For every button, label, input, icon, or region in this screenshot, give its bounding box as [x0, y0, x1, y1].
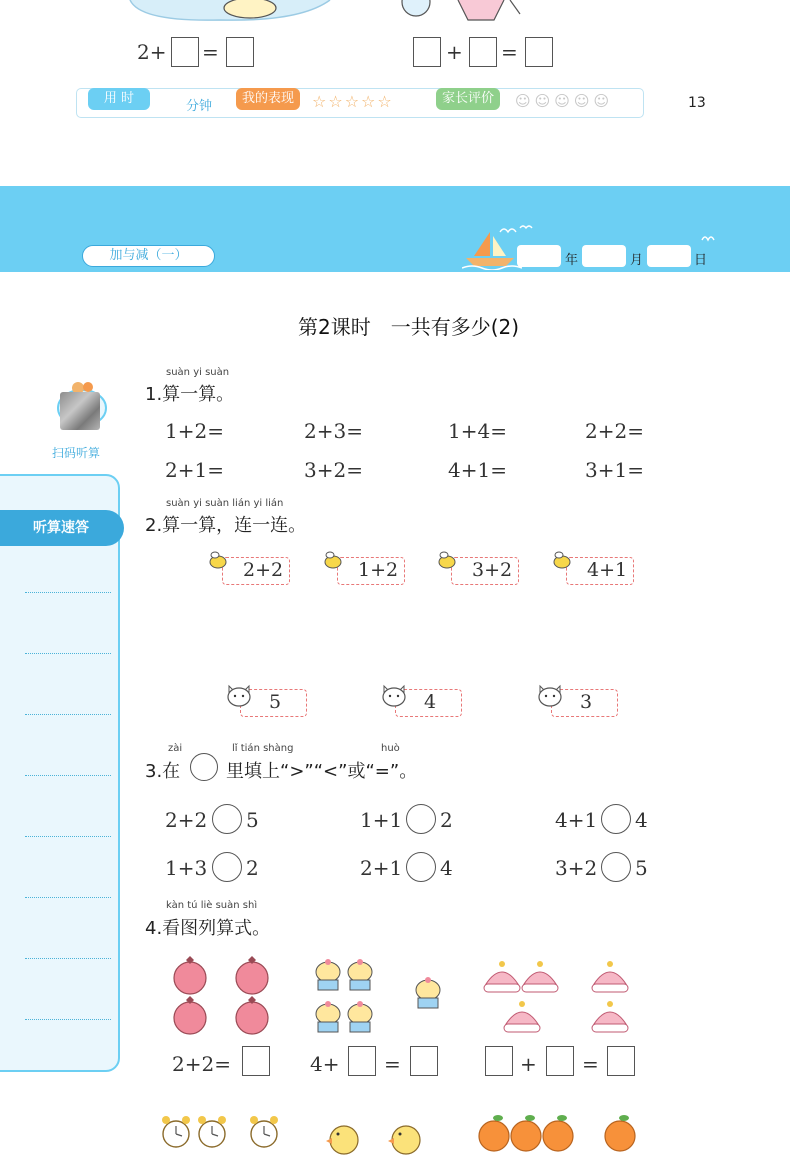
- expression-text: 2+2: [243, 559, 284, 581]
- compare-circle[interactable]: [406, 852, 436, 882]
- answer-card[interactable]: [240, 689, 307, 717]
- quick-answer-label: 听算速答: [0, 510, 124, 546]
- expression-card[interactable]: [451, 557, 519, 585]
- chicks-picture: [326, 1110, 426, 1161]
- year-label: 年: [565, 253, 579, 268]
- q1-title: 1.算一算。: [145, 384, 235, 405]
- year-field[interactable]: [517, 245, 561, 267]
- seagull-icon: [498, 222, 538, 240]
- q1-expression: 2+2=: [585, 419, 644, 443]
- oranges-picture: [478, 1112, 638, 1161]
- compare-circle[interactable]: [406, 804, 436, 834]
- equals-sign: =: [582, 1052, 599, 1076]
- q2-title: 2.算一算，连一连。: [145, 515, 307, 536]
- performance-label: 我的表现: [236, 88, 300, 110]
- scan-label: 扫码听算: [52, 446, 101, 460]
- answer-card[interactable]: [395, 689, 462, 717]
- compare-circle[interactable]: [601, 804, 631, 834]
- q1-expression: 2+3=: [304, 419, 363, 443]
- bee-icon: [551, 550, 573, 570]
- unit-title: 加与减（一）: [82, 245, 215, 267]
- answer-box[interactable]: [607, 1046, 635, 1076]
- answer-line[interactable]: [25, 958, 111, 959]
- compare-circle-example: [190, 753, 218, 781]
- q4-pinyin: kàn tú liè suàn shì: [166, 900, 258, 911]
- compare-left: 2+1: [360, 856, 403, 880]
- q1-pinyin: suàn yi suàn: [166, 367, 230, 378]
- compare-right: 5: [246, 808, 259, 832]
- compare-circle[interactable]: [601, 852, 631, 882]
- answer-card[interactable]: [551, 689, 618, 717]
- answer-box[interactable]: [242, 1046, 270, 1076]
- page-number: 13: [688, 95, 706, 111]
- answer-line[interactable]: [25, 714, 111, 715]
- bee-icon: [322, 550, 344, 570]
- compare-right: 4: [440, 856, 453, 880]
- equals-sign: =: [202, 40, 219, 64]
- expression-card[interactable]: [337, 557, 405, 585]
- q1-expression: 3+2=: [304, 458, 363, 482]
- answer-box[interactable]: [413, 37, 441, 67]
- expression-card[interactable]: [222, 557, 290, 585]
- equals-sign: =: [501, 40, 518, 64]
- compare-left: 1+3: [165, 856, 208, 880]
- listening-answer-panel: [0, 474, 120, 1072]
- q1-expression: 1+2=: [165, 419, 224, 443]
- minutes-label: 分钟: [186, 99, 213, 114]
- q3-pinyin-tian: lǐ tián shàng: [232, 743, 294, 754]
- pond-illustration: [100, 0, 360, 24]
- bee-icon: [207, 550, 229, 570]
- hats-picture: [482, 960, 642, 1036]
- time-label: 用 时: [88, 88, 150, 110]
- expression-text: 1+2: [358, 559, 399, 581]
- rating-stars[interactable]: ☆☆☆☆☆: [312, 92, 394, 111]
- q1-expression: 2+1=: [165, 458, 224, 482]
- q1-expression: 3+1=: [585, 458, 644, 482]
- expression-card[interactable]: [566, 557, 634, 585]
- day-label: 日: [694, 253, 708, 268]
- answer-box[interactable]: [485, 1046, 513, 1076]
- answer-line[interactable]: [25, 653, 111, 654]
- answer-box[interactable]: [348, 1046, 376, 1076]
- answer-line[interactable]: [25, 1019, 111, 1020]
- q2-pinyin: suàn yi suàn lián yi lián: [166, 498, 284, 509]
- answer-box[interactable]: [469, 37, 497, 67]
- alarm-clocks-picture: [160, 1112, 286, 1161]
- compare-left: 2+2: [165, 808, 208, 832]
- answer-box[interactable]: [546, 1046, 574, 1076]
- cat-icon: [536, 682, 564, 708]
- answer-box[interactable]: [525, 37, 553, 67]
- q3-pinyin-huo: huò: [381, 743, 400, 754]
- compare-right: 5: [635, 856, 648, 880]
- answer-box[interactable]: [171, 37, 199, 67]
- month-field[interactable]: [582, 245, 626, 267]
- plus-sign: +: [520, 1052, 537, 1076]
- lesson-title: 第2课时 一共有多少(2): [298, 315, 520, 339]
- expression-text: 4+1: [587, 559, 628, 581]
- seagull-icon: [700, 230, 716, 246]
- answer-line[interactable]: [25, 592, 111, 593]
- cupcakes-picture: [310, 958, 450, 1038]
- q4-title: 4.看图列算式。: [145, 918, 271, 939]
- parent-evaluation-label: 家长评价: [436, 88, 500, 110]
- answer-line[interactable]: [25, 897, 111, 898]
- compare-left: 4+1: [555, 808, 598, 832]
- answer-number: 3: [580, 691, 593, 713]
- q3-title-end: 里填上“>”“<”或“=”。: [226, 761, 418, 782]
- month-label: 月: [630, 253, 644, 268]
- bee-icon: [436, 550, 458, 570]
- top-eq-left-prefix: 2+: [137, 40, 167, 64]
- cat-icon: [225, 682, 253, 708]
- compare-right: 4: [635, 808, 648, 832]
- day-field[interactable]: [647, 245, 691, 267]
- q1-expression: 1+4=: [448, 419, 507, 443]
- plus-sign: +: [446, 40, 463, 64]
- qr-code[interactable]: [60, 392, 100, 430]
- compare-right: 2: [246, 856, 259, 880]
- q4-prefix: 4+: [310, 1052, 340, 1076]
- q3-pinyin-zai: zài: [168, 743, 183, 754]
- compare-left: 1+1: [360, 808, 403, 832]
- answer-box[interactable]: [410, 1046, 438, 1076]
- answer-line[interactable]: [25, 836, 111, 837]
- rating-faces[interactable]: ☺☺☺☺☺: [515, 92, 614, 110]
- girl-with-balloon-illustration: [398, 0, 528, 26]
- answer-number: 5: [269, 691, 282, 713]
- q1-expression: 4+1=: [448, 458, 507, 482]
- answer-line[interactable]: [25, 775, 111, 776]
- compare-circle[interactable]: [212, 852, 242, 882]
- equals-sign: =: [384, 1052, 401, 1076]
- q3-title-start: 3.在: [145, 761, 181, 782]
- compare-right: 2: [440, 808, 453, 832]
- expression-text: 3+2: [472, 559, 513, 581]
- q4-expression: 2+2=: [172, 1052, 231, 1076]
- compare-left: 3+2: [555, 856, 598, 880]
- pomegranates-picture: [168, 956, 280, 1040]
- compare-circle[interactable]: [212, 804, 242, 834]
- cat-icon: [380, 682, 408, 708]
- answer-number: 4: [424, 691, 437, 713]
- answer-box[interactable]: [226, 37, 254, 67]
